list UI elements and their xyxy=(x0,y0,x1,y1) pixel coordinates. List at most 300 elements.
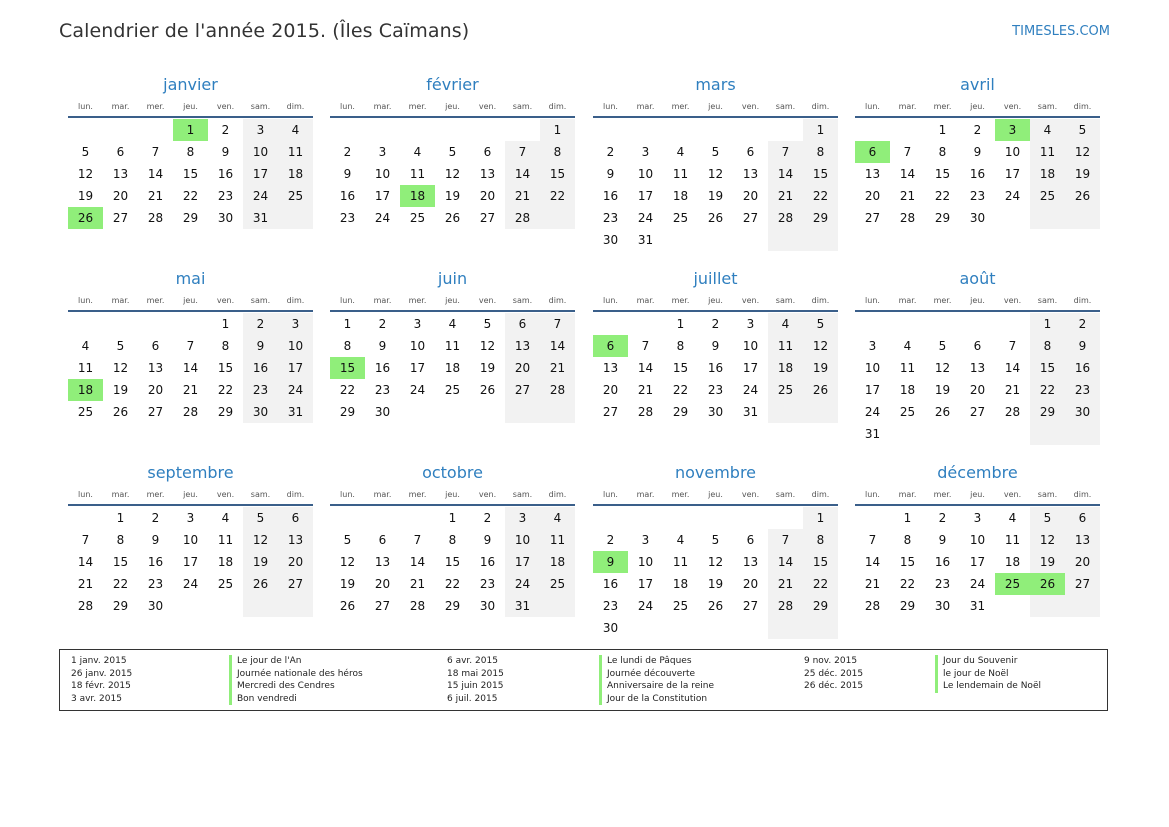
month-title: septembre xyxy=(147,463,234,482)
day-cell: 19 xyxy=(112,383,129,397)
month-3 xyxy=(593,74,838,251)
weekday-label: dim. xyxy=(811,490,830,499)
weekday-label: lun. xyxy=(78,296,93,305)
weekday-label: mer. xyxy=(146,296,165,305)
day-cell: 31 xyxy=(243,207,278,229)
empty-cell xyxy=(103,119,138,141)
day-cell: 21 xyxy=(768,573,803,595)
empty-cell xyxy=(505,119,540,141)
day-cell: 14 xyxy=(505,163,540,185)
day-cell: 17 xyxy=(637,189,654,203)
day-cell: 2 xyxy=(243,313,278,335)
day-grid xyxy=(855,507,1100,617)
legend-names-column xyxy=(935,655,1041,693)
day-cell: 9 xyxy=(343,167,352,181)
day-cell: 15 xyxy=(934,167,951,181)
day-cell: 15 xyxy=(899,555,916,569)
day-cell: 11 xyxy=(1004,533,1021,547)
day-cell: 20 xyxy=(864,189,881,203)
empty-cell xyxy=(593,313,628,335)
empty-cell xyxy=(855,119,890,141)
month-title: mai xyxy=(175,269,206,288)
day-cell: 30 xyxy=(374,405,391,419)
day-cell: 2 xyxy=(151,511,160,525)
day-cell: 4 xyxy=(221,511,230,525)
day-cell: 12 xyxy=(1030,529,1065,551)
legend-holiday-name: Jour du Souvenir xyxy=(935,655,1041,668)
weekday-header xyxy=(593,292,838,310)
legend-date: 18 mai 2015 xyxy=(447,668,504,679)
day-cell: 5 xyxy=(343,533,352,547)
weekday-header xyxy=(855,98,1100,116)
month-6 xyxy=(330,268,575,423)
day-cell: 15 xyxy=(112,555,129,569)
weekday-label: sam. xyxy=(775,102,796,111)
day-cell: 7 xyxy=(413,533,422,547)
day-cell: 12 xyxy=(707,167,724,181)
day-cell: 10 xyxy=(742,339,759,353)
day-cell: 23 xyxy=(339,211,356,225)
day-cell: 5 xyxy=(711,533,720,547)
day-cell: 12 xyxy=(479,339,496,353)
day-cell: 15 xyxy=(803,163,838,185)
empty-cell xyxy=(995,595,1030,617)
day-cell: 19 xyxy=(707,189,724,203)
day-cell: 1 xyxy=(803,119,838,141)
legend-date: 26 déc. 2015 xyxy=(804,681,864,691)
day-cell: 16 xyxy=(339,189,356,203)
day-cell: 27 xyxy=(742,599,759,613)
legend-date: 15 juin 2015 xyxy=(447,681,504,691)
day-cell: 13 xyxy=(112,167,129,181)
weekday-label: lun. xyxy=(865,490,880,499)
weekday-label: ven. xyxy=(478,102,497,111)
day-cell: 23 xyxy=(707,383,724,397)
day-cell: 10 xyxy=(637,167,654,181)
day-cell: 31 xyxy=(864,427,881,441)
empty-cell xyxy=(628,119,663,141)
month-divider xyxy=(68,504,313,506)
weekday-label: mar. xyxy=(636,490,655,499)
day-cell: 4 xyxy=(1008,511,1017,525)
day-cell: 13 xyxy=(742,555,759,569)
weekday-label: dim. xyxy=(286,296,305,305)
day-cell: 25 xyxy=(672,599,689,613)
day-cell: 23 xyxy=(243,379,278,401)
day-cell: 26 xyxy=(339,599,356,613)
day-cell: 29 xyxy=(444,599,461,613)
month-divider xyxy=(330,310,575,312)
day-cell: 6 xyxy=(151,339,160,353)
day-cell: 22 xyxy=(182,189,199,203)
day-cell: 6 xyxy=(1065,507,1100,529)
day-grid xyxy=(330,119,575,229)
day-cell: 2 xyxy=(343,145,352,159)
month-11 xyxy=(593,462,838,639)
day-cell: 2 xyxy=(606,533,615,547)
day-cell: 16 xyxy=(374,361,391,375)
weekday-label: dim. xyxy=(811,102,830,111)
day-cell: 23 xyxy=(147,577,164,591)
day-cell: 8 xyxy=(186,145,195,159)
legend-names-column xyxy=(599,655,714,705)
day-cell: 21 xyxy=(505,185,540,207)
day-cell: 12 xyxy=(707,555,724,569)
empty-cell xyxy=(138,313,173,335)
day-cell: 23 xyxy=(374,383,391,397)
day-cell: 23 xyxy=(1065,379,1100,401)
day-cell: 11 xyxy=(672,167,689,181)
month-7 xyxy=(593,268,838,423)
legend-holiday-name: Le jour de l'An xyxy=(229,655,363,668)
day-cell: 20 xyxy=(969,383,986,397)
day-cell: 13 xyxy=(278,529,313,551)
day-cell: 7 xyxy=(151,145,160,159)
empty-cell xyxy=(995,207,1030,229)
day-cell: 3 xyxy=(995,119,1030,141)
month-title: octobre xyxy=(422,463,483,482)
day-cell: 12 xyxy=(77,167,94,181)
day-cell: 4 xyxy=(81,339,90,353)
day-cell: 15 xyxy=(803,551,838,573)
brand-link[interactable]: TIMESLES.COM xyxy=(1012,24,1110,39)
day-cell: 21 xyxy=(1004,383,1021,397)
day-grid xyxy=(68,507,313,617)
day-cell: 29 xyxy=(217,405,234,419)
empty-cell xyxy=(1030,595,1065,617)
day-cell: 14 xyxy=(768,163,803,185)
month-title: mars xyxy=(695,75,736,94)
legend-holiday-name: Journée découverte xyxy=(599,668,714,681)
weekday-header xyxy=(593,486,838,504)
day-cell: 6 xyxy=(855,141,890,163)
empty-cell xyxy=(663,617,698,639)
day-cell: 22 xyxy=(934,189,951,203)
day-cell: 31 xyxy=(969,599,986,613)
day-cell: 9 xyxy=(151,533,160,547)
day-cell: 23 xyxy=(969,189,986,203)
weekday-label: mer. xyxy=(933,296,952,305)
day-cell: 19 xyxy=(243,551,278,573)
day-grid xyxy=(855,119,1100,229)
day-cell: 28 xyxy=(409,599,426,613)
day-cell: 18 xyxy=(68,379,103,401)
day-cell: 12 xyxy=(243,529,278,551)
weekday-label: lun. xyxy=(865,102,880,111)
day-cell: 3 xyxy=(413,317,422,331)
weekday-label: ven. xyxy=(1003,490,1022,499)
empty-cell xyxy=(1030,207,1065,229)
day-cell: 26 xyxy=(479,383,496,397)
day-cell: 10 xyxy=(637,555,654,569)
day-cell: 20 xyxy=(505,357,540,379)
day-cell: 30 xyxy=(707,405,724,419)
day-cell: 19 xyxy=(339,577,356,591)
day-cell: 24 xyxy=(864,405,881,419)
day-cell: 28 xyxy=(540,379,575,401)
day-cell: 26 xyxy=(243,573,278,595)
legend-holiday-name: Le lendemain de Noël xyxy=(935,680,1041,693)
day-cell: 22 xyxy=(899,577,916,591)
day-cell: 19 xyxy=(444,189,461,203)
day-cell: 24 xyxy=(374,211,391,225)
day-cell: 2 xyxy=(1065,313,1100,335)
weekday-header xyxy=(330,98,575,116)
weekday-label: sam. xyxy=(512,296,533,305)
day-cell: 2 xyxy=(711,317,720,331)
weekday-label: sam. xyxy=(1037,296,1058,305)
day-cell: 12 xyxy=(803,335,838,357)
weekday-label: mer. xyxy=(671,490,690,499)
month-divider xyxy=(330,116,575,118)
day-cell: 5 xyxy=(483,317,492,331)
day-cell: 5 xyxy=(803,313,838,335)
month-4 xyxy=(855,74,1100,229)
weekday-label: mer. xyxy=(146,490,165,499)
legend-dates-column xyxy=(804,655,863,693)
empty-cell xyxy=(1065,207,1100,229)
legend-date: 1 janv. 2015 xyxy=(71,656,127,666)
legend-date: 25 déc. 2015 xyxy=(804,668,864,679)
legend-holiday-name: Anniversaire de la reine xyxy=(599,680,714,693)
weekday-label: jeu. xyxy=(708,102,723,111)
day-cell: 3 xyxy=(278,313,313,335)
day-cell: 17 xyxy=(409,361,426,375)
empty-cell xyxy=(400,507,435,529)
weekday-header xyxy=(330,486,575,504)
legend-dates-column xyxy=(71,655,132,705)
day-cell: 9 xyxy=(711,339,720,353)
day-cell: 24 xyxy=(742,383,759,397)
day-cell: 9 xyxy=(606,167,615,181)
day-cell: 21 xyxy=(409,577,426,591)
month-divider xyxy=(593,504,838,506)
empty-cell xyxy=(173,313,208,335)
legend-date: 6 juil. 2015 xyxy=(447,693,498,704)
empty-cell xyxy=(330,119,365,141)
empty-cell xyxy=(855,507,890,529)
empty-cell xyxy=(208,595,243,617)
day-cell: 8 xyxy=(938,145,947,159)
empty-cell xyxy=(768,229,803,251)
weekday-label: mar. xyxy=(898,296,917,305)
weekday-label: lun. xyxy=(78,102,93,111)
empty-cell xyxy=(995,313,1030,335)
day-cell: 1 xyxy=(803,507,838,529)
legend-holiday-name: Journée nationale des héros xyxy=(229,668,363,681)
day-cell: 19 xyxy=(707,577,724,591)
empty-cell xyxy=(435,401,470,423)
month-divider xyxy=(855,116,1100,118)
day-cell: 13 xyxy=(864,167,881,181)
weekday-label: mar. xyxy=(898,102,917,111)
day-cell: 11 xyxy=(444,339,461,353)
day-cell: 4 xyxy=(676,533,685,547)
day-cell: 6 xyxy=(278,507,313,529)
empty-cell xyxy=(540,207,575,229)
month-title: février xyxy=(426,75,479,94)
empty-cell xyxy=(768,401,803,423)
day-cell: 30 xyxy=(243,401,278,423)
day-cell: 25 xyxy=(444,383,461,397)
weekday-label: lun. xyxy=(603,296,618,305)
weekday-label: ven. xyxy=(478,296,497,305)
day-cell: 16 xyxy=(1065,357,1100,379)
day-cell: 13 xyxy=(479,167,496,181)
day-cell: 22 xyxy=(672,383,689,397)
empty-cell xyxy=(138,119,173,141)
weekday-label: mar. xyxy=(111,102,130,111)
empty-cell xyxy=(593,119,628,141)
day-cell: 13 xyxy=(147,361,164,375)
day-cell: 17 xyxy=(1004,167,1021,181)
day-cell: 19 xyxy=(77,189,94,203)
day-cell: 17 xyxy=(278,357,313,379)
day-cell: 1 xyxy=(1030,313,1065,335)
day-cell: 20 xyxy=(374,577,391,591)
day-cell: 15 xyxy=(1030,357,1065,379)
day-cell: 10 xyxy=(969,533,986,547)
day-cell: 2 xyxy=(606,145,615,159)
weekday-label: jeu. xyxy=(183,296,198,305)
day-grid xyxy=(68,313,313,423)
day-cell: 17 xyxy=(505,551,540,573)
weekday-label: sam. xyxy=(1037,102,1058,111)
day-cell: 1 xyxy=(903,511,912,525)
day-cell: 24 xyxy=(1004,189,1021,203)
day-cell: 5 xyxy=(448,145,457,159)
weekday-label: jeu. xyxy=(183,102,198,111)
weekday-label: dim. xyxy=(548,296,567,305)
weekday-label: mer. xyxy=(146,102,165,111)
weekday-header xyxy=(68,98,313,116)
empty-cell xyxy=(1065,595,1100,617)
day-cell: 16 xyxy=(969,167,986,181)
day-grid xyxy=(593,313,838,423)
weekday-label: sam. xyxy=(775,296,796,305)
weekday-header xyxy=(330,292,575,310)
weekday-label: ven. xyxy=(1003,296,1022,305)
day-cell: 21 xyxy=(768,185,803,207)
day-cell: 31 xyxy=(637,233,654,247)
weekday-label: ven. xyxy=(216,102,235,111)
day-cell: 14 xyxy=(637,361,654,375)
day-cell: 3 xyxy=(186,511,195,525)
weekday-label: jeu. xyxy=(970,102,985,111)
month-divider xyxy=(593,116,838,118)
day-cell: 7 xyxy=(540,313,575,335)
empty-cell xyxy=(733,617,768,639)
day-cell: 30 xyxy=(479,599,496,613)
weekday-header xyxy=(855,486,1100,504)
weekday-label: mar. xyxy=(111,490,130,499)
day-cell: 7 xyxy=(768,141,803,163)
day-cell: 1 xyxy=(938,123,947,137)
day-grid xyxy=(330,507,575,617)
weekday-label: jeu. xyxy=(970,296,985,305)
day-cell: 17 xyxy=(742,361,759,375)
day-cell: 27 xyxy=(1065,573,1100,595)
day-cell: 16 xyxy=(934,555,951,569)
day-cell: 31 xyxy=(505,595,540,617)
day-cell: 6 xyxy=(483,145,492,159)
day-cell: 8 xyxy=(343,339,352,353)
day-cell: 3 xyxy=(243,119,278,141)
day-cell: 4 xyxy=(278,119,313,141)
empty-cell xyxy=(960,313,995,335)
day-cell: 8 xyxy=(540,141,575,163)
legend-holiday-name: Le lundi de Pâques xyxy=(599,655,714,668)
empty-cell xyxy=(330,507,365,529)
day-cell: 28 xyxy=(768,207,803,229)
empty-cell xyxy=(698,507,733,529)
day-cell: 26 xyxy=(934,405,951,419)
day-cell: 3 xyxy=(641,533,650,547)
weekday-label: ven. xyxy=(216,296,235,305)
day-cell: 6 xyxy=(116,145,125,159)
day-cell: 16 xyxy=(217,167,234,181)
day-cell: 1 xyxy=(676,317,685,331)
day-cell: 7 xyxy=(505,141,540,163)
day-cell: 27 xyxy=(479,211,496,225)
empty-cell xyxy=(435,119,470,141)
weekday-label: sam. xyxy=(775,490,796,499)
day-cell: 5 xyxy=(1030,507,1065,529)
day-cell: 20 xyxy=(742,577,759,591)
day-cell: 22 xyxy=(1030,379,1065,401)
day-cell: 29 xyxy=(339,405,356,419)
weekday-label: ven. xyxy=(741,490,760,499)
weekday-label: sam. xyxy=(250,102,271,111)
day-cell: 24 xyxy=(637,599,654,613)
day-cell: 11 xyxy=(672,555,689,569)
month-divider xyxy=(330,504,575,506)
legend-date: 26 janv. 2015 xyxy=(71,668,133,679)
weekday-label: ven. xyxy=(741,102,760,111)
day-cell: 27 xyxy=(147,405,164,419)
month-1 xyxy=(68,74,313,229)
day-cell: 5 xyxy=(938,339,947,353)
day-cell: 13 xyxy=(505,335,540,357)
day-cell: 4 xyxy=(1030,119,1065,141)
day-cell: 22 xyxy=(803,573,838,595)
day-cell: 20 xyxy=(602,383,619,397)
empty-cell xyxy=(733,119,768,141)
day-cell: 1 xyxy=(343,317,352,331)
day-cell: 26 xyxy=(1065,185,1100,207)
day-cell: 30 xyxy=(1065,401,1100,423)
day-cell: 29 xyxy=(899,599,916,613)
legend-holiday-name: le jour de Noël xyxy=(935,668,1041,681)
empty-cell xyxy=(855,313,890,335)
empty-cell xyxy=(278,207,313,229)
empty-cell xyxy=(698,229,733,251)
weekday-label: jeu. xyxy=(708,490,723,499)
weekday-header xyxy=(593,98,838,116)
day-cell: 9 xyxy=(483,533,492,547)
day-cell: 9 xyxy=(1065,335,1100,357)
day-cell: 19 xyxy=(803,357,838,379)
day-cell: 18 xyxy=(444,361,461,375)
day-cell: 12 xyxy=(1065,141,1100,163)
day-cell: 10 xyxy=(278,335,313,357)
weekday-label: dim. xyxy=(548,102,567,111)
day-cell: 6 xyxy=(746,533,755,547)
weekday-label: mar. xyxy=(111,296,130,305)
day-cell: 22 xyxy=(444,577,461,591)
weekday-label: jeu. xyxy=(183,490,198,499)
weekday-label: mer. xyxy=(933,102,952,111)
